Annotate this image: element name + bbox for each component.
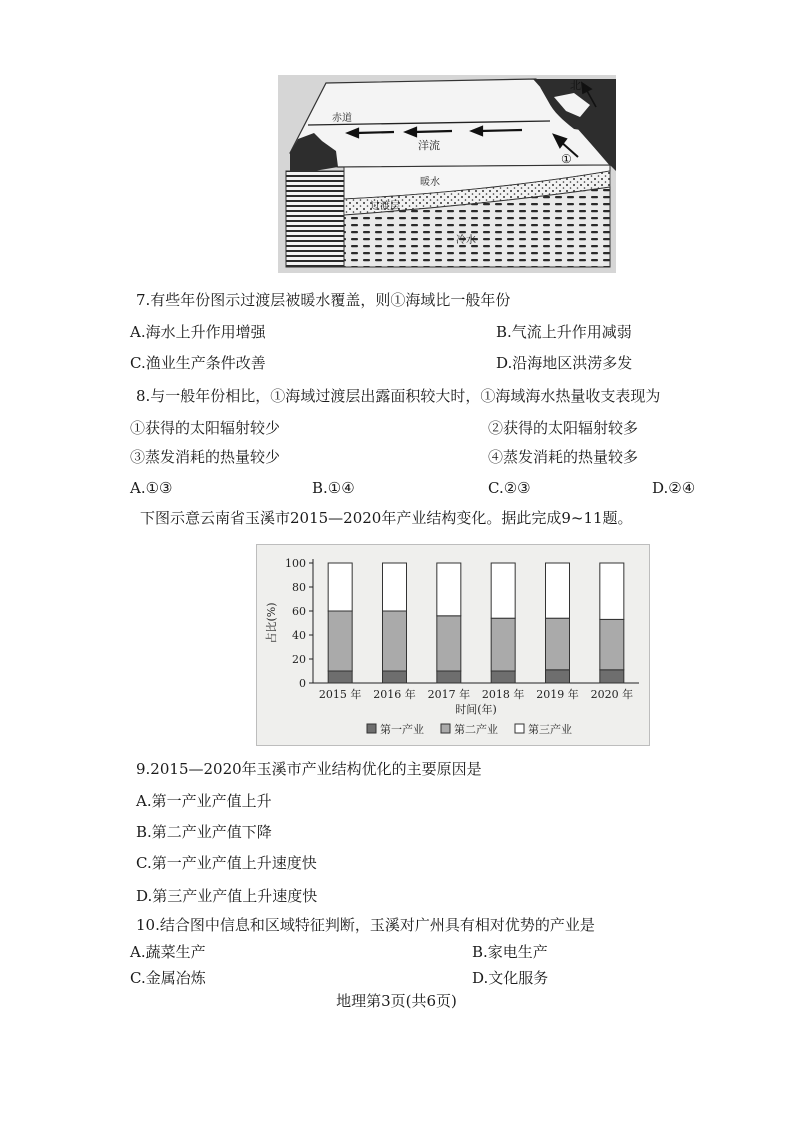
q9-stem: 9.2015—2020年玉溪市产业结构优化的主要原因是: [136, 760, 482, 778]
label-north: 北: [570, 79, 581, 92]
q10-option-c[interactable]: C.金属冶炼: [130, 969, 206, 987]
q7-option-b[interactable]: B.气流上升作用减弱: [496, 323, 632, 341]
y-tick-label: 80: [292, 581, 306, 594]
q10-stem: 10.结合图中信息和区域特征判断，玉溪对广州具有相对优势的产业是: [136, 916, 595, 934]
q10-option-b[interactable]: B.家电生产: [472, 943, 548, 961]
bar-2-2: [383, 611, 407, 671]
q7-stem: 7.有些年份图示过渡层被暖水覆盖，则①海域比一般年份: [136, 291, 511, 309]
q7-option-c[interactable]: C.渔业生产条件改善: [130, 354, 266, 372]
ocean-current-diagram: [278, 75, 616, 273]
legend-label-3: 第三产业: [528, 723, 572, 736]
x-tick-label: 2020 年: [590, 688, 634, 701]
bar-1-4: [491, 671, 515, 683]
bar-2-4: [491, 618, 515, 671]
bar-2-5: [546, 618, 570, 670]
bar-1-2: [383, 671, 407, 683]
bar-1-1: [328, 671, 352, 683]
legend-swatch-3: [515, 724, 524, 733]
industry-structure-chart-frame: [256, 544, 650, 746]
label-current: 洋流: [418, 139, 440, 152]
q8-item-1: ①获得的太阳辐射较少: [130, 419, 281, 437]
industry-structure-chart: [257, 545, 649, 745]
x-tick-label: 2017 年: [427, 688, 471, 701]
q10-option-a[interactable]: A.蔬菜生产: [130, 943, 206, 961]
bar-3-4: [491, 563, 515, 618]
page-footer: 地理第3页(共6页): [336, 992, 457, 1010]
y-tick-label: 20: [292, 653, 306, 666]
legend-swatch-2: [441, 724, 450, 733]
label-transition: 过渡层: [370, 201, 400, 212]
y-tick-label: 40: [292, 629, 306, 642]
q8-item-2: ②获得的太阳辐射较多: [488, 419, 639, 437]
x-tick-label: 2019 年: [536, 688, 579, 701]
x-tick-label: 2018 年: [481, 688, 525, 701]
bar-2-1: [328, 611, 352, 671]
label-equator: 赤道: [332, 113, 352, 124]
x-tick-label: 2015 年: [318, 688, 362, 701]
bar-3-2: [383, 563, 407, 611]
label-warm-water: 暖水: [420, 177, 440, 188]
q9-option-c[interactable]: C.第一产业产值上升速度快: [136, 854, 317, 872]
bar-3-1: [328, 563, 352, 611]
q9-option-a[interactable]: A.第一产业产值上升: [136, 792, 272, 810]
label-circle-one: ①: [561, 152, 572, 166]
q8-option-d[interactable]: D.②④: [652, 479, 696, 497]
bar-1-5: [546, 670, 570, 683]
layer-stripes: [286, 171, 344, 267]
q9-option-d[interactable]: D.第三产业产值上升速度快: [136, 887, 318, 905]
bar-2-6: [600, 619, 624, 669]
bar-1-6: [600, 670, 624, 683]
y-tick-label: 0: [299, 677, 306, 690]
q8-option-b[interactable]: B.①④: [312, 479, 355, 497]
legend-swatch-1: [367, 724, 376, 733]
section-intro: 下图示意云南省玉溪市2015—2020年产业结构变化。据此完成9~11题。: [140, 509, 633, 527]
q8-option-c[interactable]: C.②③: [488, 479, 531, 497]
legend-label-2: 第二产业: [454, 723, 498, 736]
x-axis-label: 时间(年): [455, 703, 497, 716]
y-axis-label: 占比(%): [265, 602, 278, 644]
y-tick-label: 60: [292, 605, 306, 618]
label-cold-water: 冷水: [456, 235, 476, 246]
legend-label-1: 第一产业: [380, 723, 424, 736]
q8-option-a[interactable]: A.①③: [130, 479, 173, 497]
q8-item-4: ④蒸发消耗的热量较多: [488, 448, 639, 466]
x-tick-label: 2016 年: [373, 688, 416, 701]
bar-3-3: [437, 563, 461, 616]
q7-option-a[interactable]: A.海水上升作用增强: [130, 323, 266, 341]
y-tick-label: 100: [285, 557, 306, 570]
q10-option-d[interactable]: D.文化服务: [472, 969, 549, 987]
q9-option-b[interactable]: B.第二产业产值下降: [136, 823, 272, 841]
bar-3-6: [600, 563, 624, 619]
bar-3-5: [546, 563, 570, 618]
q8-item-3: ③蒸发消耗的热量较少: [130, 448, 281, 466]
bar-1-3: [437, 671, 461, 683]
q7-option-d[interactable]: D.沿海地区洪涝多发: [496, 354, 633, 372]
q8-stem: 8.与一般年份相比，①海域过渡层出露面积较大时，①海域海水热量收支表现为: [136, 387, 661, 405]
bar-2-3: [437, 616, 461, 671]
